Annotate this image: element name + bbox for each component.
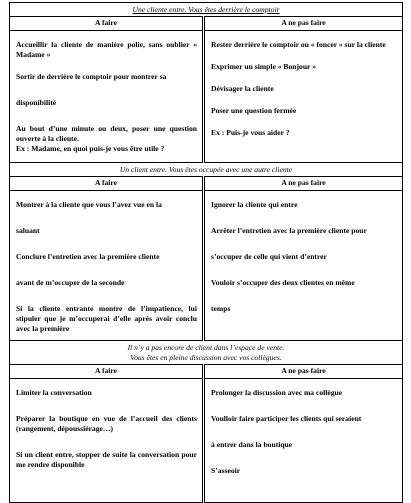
list-item: Si un client entre, stopper de suite la conversation pour me rendre disponible xyxy=(16,450,197,469)
section-3-header-row xyxy=(10,365,403,379)
section-3-title-row xyxy=(10,341,403,365)
column-header-dont: A ne pas faire xyxy=(204,365,403,379)
list-item: saluant xyxy=(16,226,40,235)
list-item: Vouloir s’occuper des deux clientes en même xyxy=(211,278,355,287)
list-item: disponibilité xyxy=(16,98,57,107)
list-item: Ignorer la cliente qui entre xyxy=(211,200,298,209)
do-list xyxy=(10,191,204,341)
column-header-dont: A ne pas faire xyxy=(204,177,403,191)
guidelines-table xyxy=(9,2,403,503)
section-2-header-row xyxy=(10,177,403,191)
list-item: Accueillir la cliente de manière polie, sans oublier « Madame » xyxy=(16,40,197,59)
list-item: Exprimer un simple « Bonjour » xyxy=(211,62,316,71)
section-3-body-row xyxy=(10,379,403,503)
list-item: Ex : Madame, en quoi puis-je vous être utile ? xyxy=(16,144,165,153)
section-1-body-row xyxy=(10,31,403,163)
column-header-do: A faire xyxy=(10,177,204,191)
column-header-dont: A ne pas faire xyxy=(204,17,403,31)
section-1-header-row xyxy=(10,17,403,31)
list-item: Au bout d’une minute ou deux, poser une question ouverte à la cliente. xyxy=(16,124,197,143)
dont-list xyxy=(204,379,403,503)
column-header-do: A faire xyxy=(10,17,204,31)
list-item: temps xyxy=(211,304,231,313)
list-item: Poser une question fermée xyxy=(211,106,297,115)
section-title: Un client entre. Vous êtes occupée avec une autre cliente xyxy=(10,163,403,177)
list-item: Rester derrière le comptoir ou « foncer » sur la cliente xyxy=(211,40,386,49)
dont-list xyxy=(204,191,403,341)
do-list xyxy=(10,379,204,503)
dont-list xyxy=(204,31,403,163)
column-header-do: A faire xyxy=(10,365,204,379)
list-item: Si la cliente entrante montre de l’impatience, lui stipuler que je m’occuperai d’elle après avoir conclu avec la première xyxy=(16,304,197,333)
section-title-line-2: Vous êtes en pleine discussion avec vos collègues. xyxy=(130,353,282,362)
section-2-title-row xyxy=(10,163,403,177)
list-item: s’occuper de celle qui vient d’entrer xyxy=(211,252,327,261)
list-item: Prolonger la discussion avec ma collègue xyxy=(211,388,343,397)
list-item: Arrêter l’entretien avec la première cliente pour xyxy=(211,226,367,235)
section-title xyxy=(10,341,403,365)
list-item: Voulloir faire participer les clients qui seraient xyxy=(211,414,362,423)
list-item: S’asseoir xyxy=(211,466,241,475)
list-item: Ex : Puis-je vous aider ? xyxy=(211,128,290,137)
list-item: Conclure l’entretien avec la première cliente xyxy=(16,252,160,261)
do-list xyxy=(10,31,204,163)
section-title-line-1: Il n’y a pas encore de client dans l’espace de vente. xyxy=(127,343,285,352)
list-item: avant de m’occuper de la seconde xyxy=(16,278,125,287)
list-item: Sortir de derrière le comptoir pour montrer sa xyxy=(16,72,167,81)
list-item: Dévisager la cliente xyxy=(211,84,274,93)
section-title: Une cliente entre. Vous êtes derrière le comptoir xyxy=(10,3,403,17)
list-item: Limiter la conversation xyxy=(16,388,92,397)
section-2-body-row xyxy=(10,191,403,341)
list-item: à entrer dans la boutique xyxy=(211,440,293,449)
list-item: Montrer à la cliente que vous l’avez vue en la xyxy=(16,200,162,209)
section-1-title-row xyxy=(10,3,403,17)
list-item: Préparer la boutique en vue de l’accueil des clients (rangement, dépoussiérage…) xyxy=(16,414,197,433)
